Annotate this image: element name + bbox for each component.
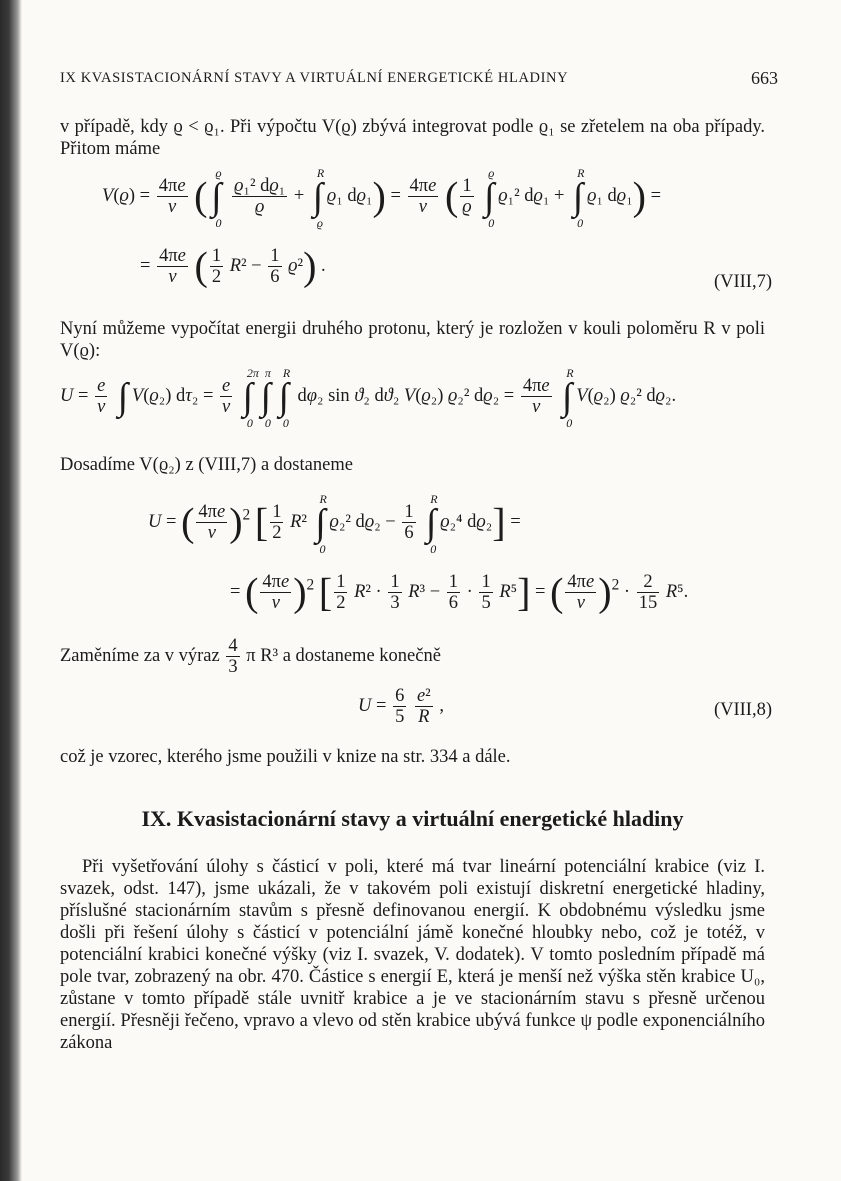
paragraph-4-tail: π R³ a dostaneme konečně [246,645,441,666]
section-heading: IX. Kvasistacionární stavy a virtuální energetické hladiny [141,806,684,831]
paragraph-4-text: Zaměníme za v výraz [60,645,220,666]
equation-U-substitution-line1: U = ( $\frac{4\pi e}{v}$ )$^2$ [ $\frac{1}{2}$ R² ∫ R 0 ϱ₂² dϱ₂ − $\frac{1}{6}$ ∫ R 0 ϱ₂⁴ dϱ₂] = [148,491,521,556]
paragraph-3: Dosadíme V(ϱ₂) z (VIII,7) a dostaneme [60,455,353,475]
body-paragraph: Při vyšetřování úlohy s částicí v poli, které má tvar lineární potenciální krabice (viz I. svazek, odst. 147), jsme ukázali, že v takovém poli existují diskretní energetické hladiny, příslušné stacionárním stavům s přesně definovanou energií. K obdobnému výsledku jsme došli při řešení úlohy s částicí v potenciální jámě konečné hloubky nebo, což je totéž, v potenciální krabici konečné výšky (viz I. svazek, V. dodatek). V tomto posledním případě má pole tvar, zobrazený na obr. 470. Částice s energií E, která je menší než výška stěn krabice U₀, zůstane v tomto případě stále uvnitř krabice a je ve stacionárním stavu s přesně určenou energií. Přesněji řečeno, vpravo a vlevo od stěn krabice ubývá funkce ψ podle exponenciálního zákona [60,857,765,1053]
equation-V-rho-line2: = $\frac{4\pi e}{v}$ ( $\frac{1}{2}$ R² − $\frac{1}{6}$ ϱ²) . [140,243,326,289]
page-number: 663 [751,68,778,88]
book-spine-shadow [0,0,22,1181]
paragraph-2: Nyní můžeme vypočítat energii druhého protonu, který je rozložen v kouli poloměru R v poli V(ϱ): [60,319,765,361]
equation-U-integral: U = $\frac{e}{v}$ ∫ V(ϱ₂) dτ₂ = $\frac{e}{v}$ ∫ 2π 0 ∫ π 0 ∫ R 0 dφ₂ sin ϑ₂ dϑ₂ V(ϱ₂) ϱ₂² dϱ₂ = $\frac{4\pi e}{v}$ ∫ R 0 V(ϱ₂) ϱ₂² dϱ₂. [60,365,677,430]
equation-number-VIII-7: (VIII,7) [713,272,772,292]
equation-number-VIII-8: (VIII,8) [713,700,772,720]
equation-V-rho-line1: V(ϱ) = $\frac{4\pi e}{v}$ (∫ ϱ 0 $\frac{\text{ϱ₁² dϱ₁}}{ϱ}$ + ∫ R ϱ ϱ₁ dϱ₁) = $\frac{4\pi e}{v}$ ( $\frac{1}{ϱ}$ ∫ ϱ 0 ϱ₁² dϱ₁ + ∫ R 0 ϱ₁ dϱ₁) = [102,165,662,230]
paragraph-5: což je vzorec, kterého jsme použili v knize na str. 334 a dále. [60,747,511,767]
equation-U-final: U = $\frac{6}{5}$ $\frac{\text{e²}}{R}$ , [358,686,444,727]
paragraph-1: v případě, kdy ϱ < ϱ₁. Při výpočtu V(ϱ) zbývá integrovat podle ϱ₁ se zřetelem na oba případy. Přitom máme [60,117,765,159]
running-title: IX KVASISTACIONÁRNÍ STAVY A VIRTUÁLNÍ ENERGETICKÉ HLADINY [60,70,569,86]
running-header [60,68,778,88]
paragraph-4: Zaměníme za v výraz $\frac{4}{3}$ π R³ a dostaneme konečně [60,636,441,677]
equation-U-substitution-line2: = ( $\frac{4\pi e}{v}$ )$^2$ [ $\frac{1}{2}$ R² · $\frac{1}{3}$ R³ − $\frac{1}{6}$ · $\frac{1}{5}$ R⁵] = ( $\frac{4\pi e}{v}$ )$^2$ · $\frac{2}{15}$ R⁵. [230,569,689,615]
